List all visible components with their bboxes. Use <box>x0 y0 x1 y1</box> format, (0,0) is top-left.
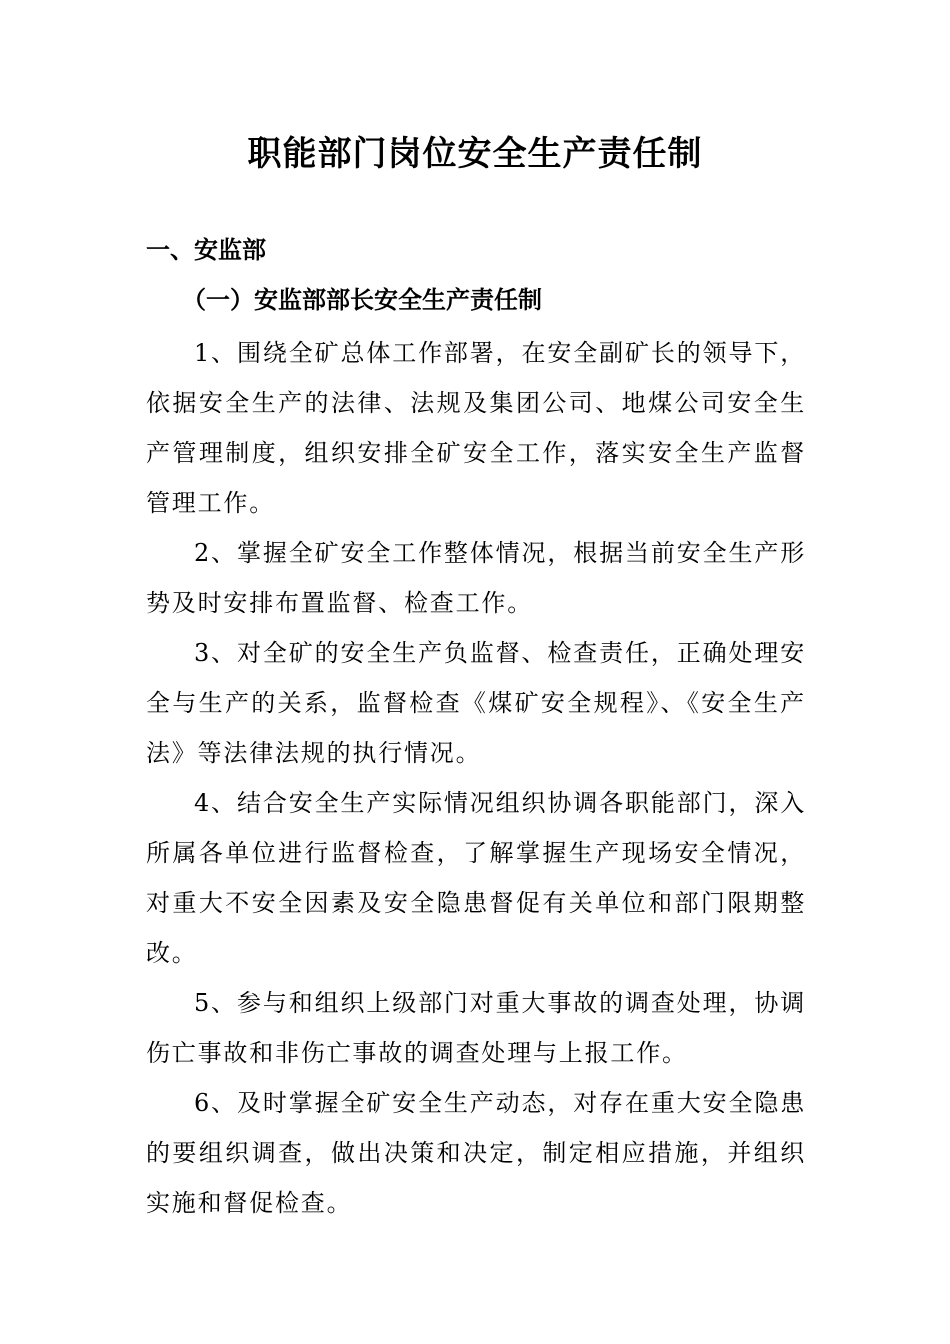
document-title: 职能部门岗位安全生产责任制 <box>247 134 703 174</box>
paragraph-1: 1、围绕全矿总体工作部署，在安全副矿长的领导下，依据安全生产的法律、法规及集团公司、地煤公司安全生产管理制度，组织安排全矿安全工作，落实安全生产监督管理工作。 <box>146 339 806 517</box>
subsection-heading: （一）安监部部长安全生产责任制 <box>182 286 542 314</box>
paragraph-6: 6、及时掌握全矿安全生产动态，对存在重大安全隐患的要组织调查，做出决策和决定，制定相应措施，并组织实施和督促检查。 <box>146 1089 806 1217</box>
paragraph-3: 3、对全矿的安全生产负监督、检查责任，正确处理安全与生产的关系，监督检查《煤矿安全规程》、《安全生产法》等法律法规的执行情况。 <box>146 639 806 767</box>
document-body <box>146 328 806 1228</box>
paragraph-2: 2、掌握全矿安全工作整体情况，根据当前安全生产形势及时安排布置监督、检查工作。 <box>146 539 806 617</box>
paragraph-4: 4、结合安全生产实际情况组织协调各职能部门，深入所属各单位进行监督检查，了解掌握生产现场安全情况，对重大不安全因素及安全隐患督促有关单位和部门限期整改。 <box>146 789 806 967</box>
paragraph-5: 5、参与和组织上级部门对重大事故的调查处理，协调伤亡事故和非伤亡事故的调查处理与上报工作。 <box>146 989 806 1067</box>
section-heading: 一、安监部 <box>146 236 266 264</box>
